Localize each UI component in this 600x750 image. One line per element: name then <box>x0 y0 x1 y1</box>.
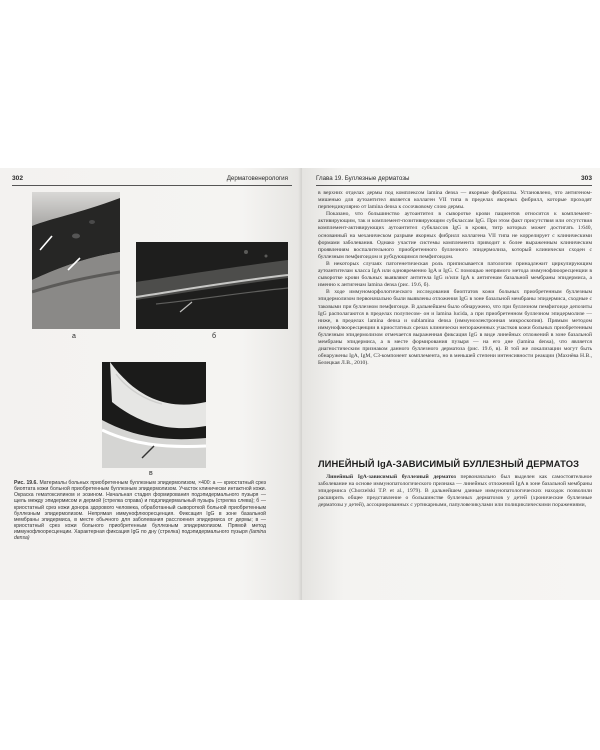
right-page <box>302 168 600 600</box>
right-running-head <box>316 173 592 186</box>
section-lead: Линейный IgA-зависимый буллезный дерматоз <box>326 474 456 480</box>
figure-photo-b <box>136 242 288 329</box>
figure-label-a: а <box>72 333 76 340</box>
section-paragraph <box>318 474 592 509</box>
paragraph: Показано, что большинство аутоантител в сыворотке крови пациентов относится к комплемент-активирующим, так и комплемент-позитивирующим субклассам IgG. При этом факт присутствия или отсутствия комплемент-активирующих аутоантител субклассов IgG в крови, титр которых может достигать 1:640, основанный на механическом разрыве якорных фибрилл коллагена VII типа не коррелирует с клиническими формами заболевания. Однако участие системы комплемента приводит к более выраженным клиническим проявлениям воспалительного приобретенного буллезного эпидермолиза, который клинически сходен с буллезным пемфигоидом и рубцующимся пемфигоидом. <box>318 211 592 260</box>
figure-caption-tail: (lamina densa) <box>14 529 266 542</box>
left-page <box>0 168 302 600</box>
left-page-number: 302 <box>12 175 24 182</box>
section-heading: ЛИНЕЙНЫЙ IgA-ЗАВИСИМЫЙ БУЛЛЕЗНЫЙ ДЕРМАТОЗ <box>318 458 580 469</box>
figure-caption-text: Материалы больных приобретенным буллезным эпидермолизом, ×400: а — криостатный срез биоптата кожи больной приобретенным буллезным эпидермолизом. Участок клинически интактной кожи. Окраска гематоксилином и эозином. Начальная стадия формирования подэпидермального пузыря — щель между эпидермисом и дермой (стрелка справа) и подэпидермальный пузырь (стрелка слева); б — криостатный срез кожи донора здорового человека, обработанный сывороткой больной приобретенным буллезным эпидермолизом. Непрямая иммунофлюоресценция. Фиксация IgG в зоне базальной мембраны эпидермиса, в месте обычного для заболевания расслоения эпидермиса от дермы; в — криостатный срез кожи больного приобретенным буллезным эпидермолизом. Прямой метод иммунофлюоресценции. Характерная фиксация IgG по дну (стрелка) подэпидермального пузыря <box>14 480 266 536</box>
left-running-head <box>12 173 292 186</box>
paragraph: В ходе иммуноморфологического исследования биоптатов кожи больных приобретенным буллезным эпидермолизом первоначально были выявлены отложения IgG в зоне базальной мембраны эпидермиса, сходные с таковыми при буллезном пемфигоиде. В дальнейшем было обнаружено, что при буллезном пемфигоиде депозиты IgG располагаются в пределах полупесом- он и lamina lucida, а при приобретенном буллезном эпидермолизе — ниже, в пределах lamina densa и sublamina densa (иммуноэлектронная микроскопия). Прямым методом иммунофлюоресценции в криостатных срезах клинически непораженных участков кожи больных приобретенным буллезным эпидермолизом отмечается выраженная фиксация IgG в виде линейных отложений в зоне базальной мембраны эпидермиса, а в месте формирования пузыря — на его дне (lamina densa), что является диагностическим признаком данного буллезного дерматоза (рис. 19.6, в). В той же локализации могут быть обнаружены IgA, IgM, C3-компонент комплемента, но в меньшей степени интенсивности реакции (Махнёва Н.В., Белецкая Л.В., 2010). <box>318 289 592 367</box>
right-page-number: 303 <box>580 175 592 182</box>
right-running-title: Глава 19. Буллезные дерматозы <box>316 175 410 182</box>
figure-photo-v <box>102 362 206 468</box>
figure-photo-a <box>32 192 120 329</box>
left-running-title: Дерматовенерология <box>226 175 288 182</box>
paragraph: в верхних отделах дермы под комплексом lamina densa — якорные фибриллы. Установлено, что антигеном-мишенью для аутоантител является коллаген VII типа в пределах якорных фибрилл, которые проходят перпендикулярно от lamina densa к сосочковому слою дермы. <box>318 190 592 211</box>
book-spread <box>0 168 600 600</box>
section-body <box>318 474 592 509</box>
right-body-text <box>318 190 592 367</box>
paragraph: В некоторых случаях патогенетическая роль приписывается патологии принадлежит циркулирующим аутоантителам класса IgA или одновременно IgA и IgG. С помощью непрямого метода иммунофлюоресценции в сыворотке крови больных выявляют антитела IgG и/или IgA к антигенам базальной мембраны эпидермиса, а именно к антигенам lamina densa (рис. 19.6, б). <box>318 260 592 289</box>
figure-label-b: б <box>212 333 217 340</box>
figure-caption <box>14 480 266 542</box>
figure-label-v: в <box>149 470 153 477</box>
section-text: первоначально был выделен как самостоятельное заболевание на основе иммунопатологического признака — линейных отложений IgA в зоне базальной мембраны эпидермиса (Chorzelski T.P. et al., 1979). В дальнейшем данные иммунопатологических находок позволили расширить общее представление о большинстве буллезных дерматозов у детей (хронические буллезные дерматозы у детей), ассоциированных с уртикарными, папуловезикулами или полициклическими поражениями, <box>318 474 592 509</box>
figure-number: Рис. 19.6. <box>14 480 38 486</box>
